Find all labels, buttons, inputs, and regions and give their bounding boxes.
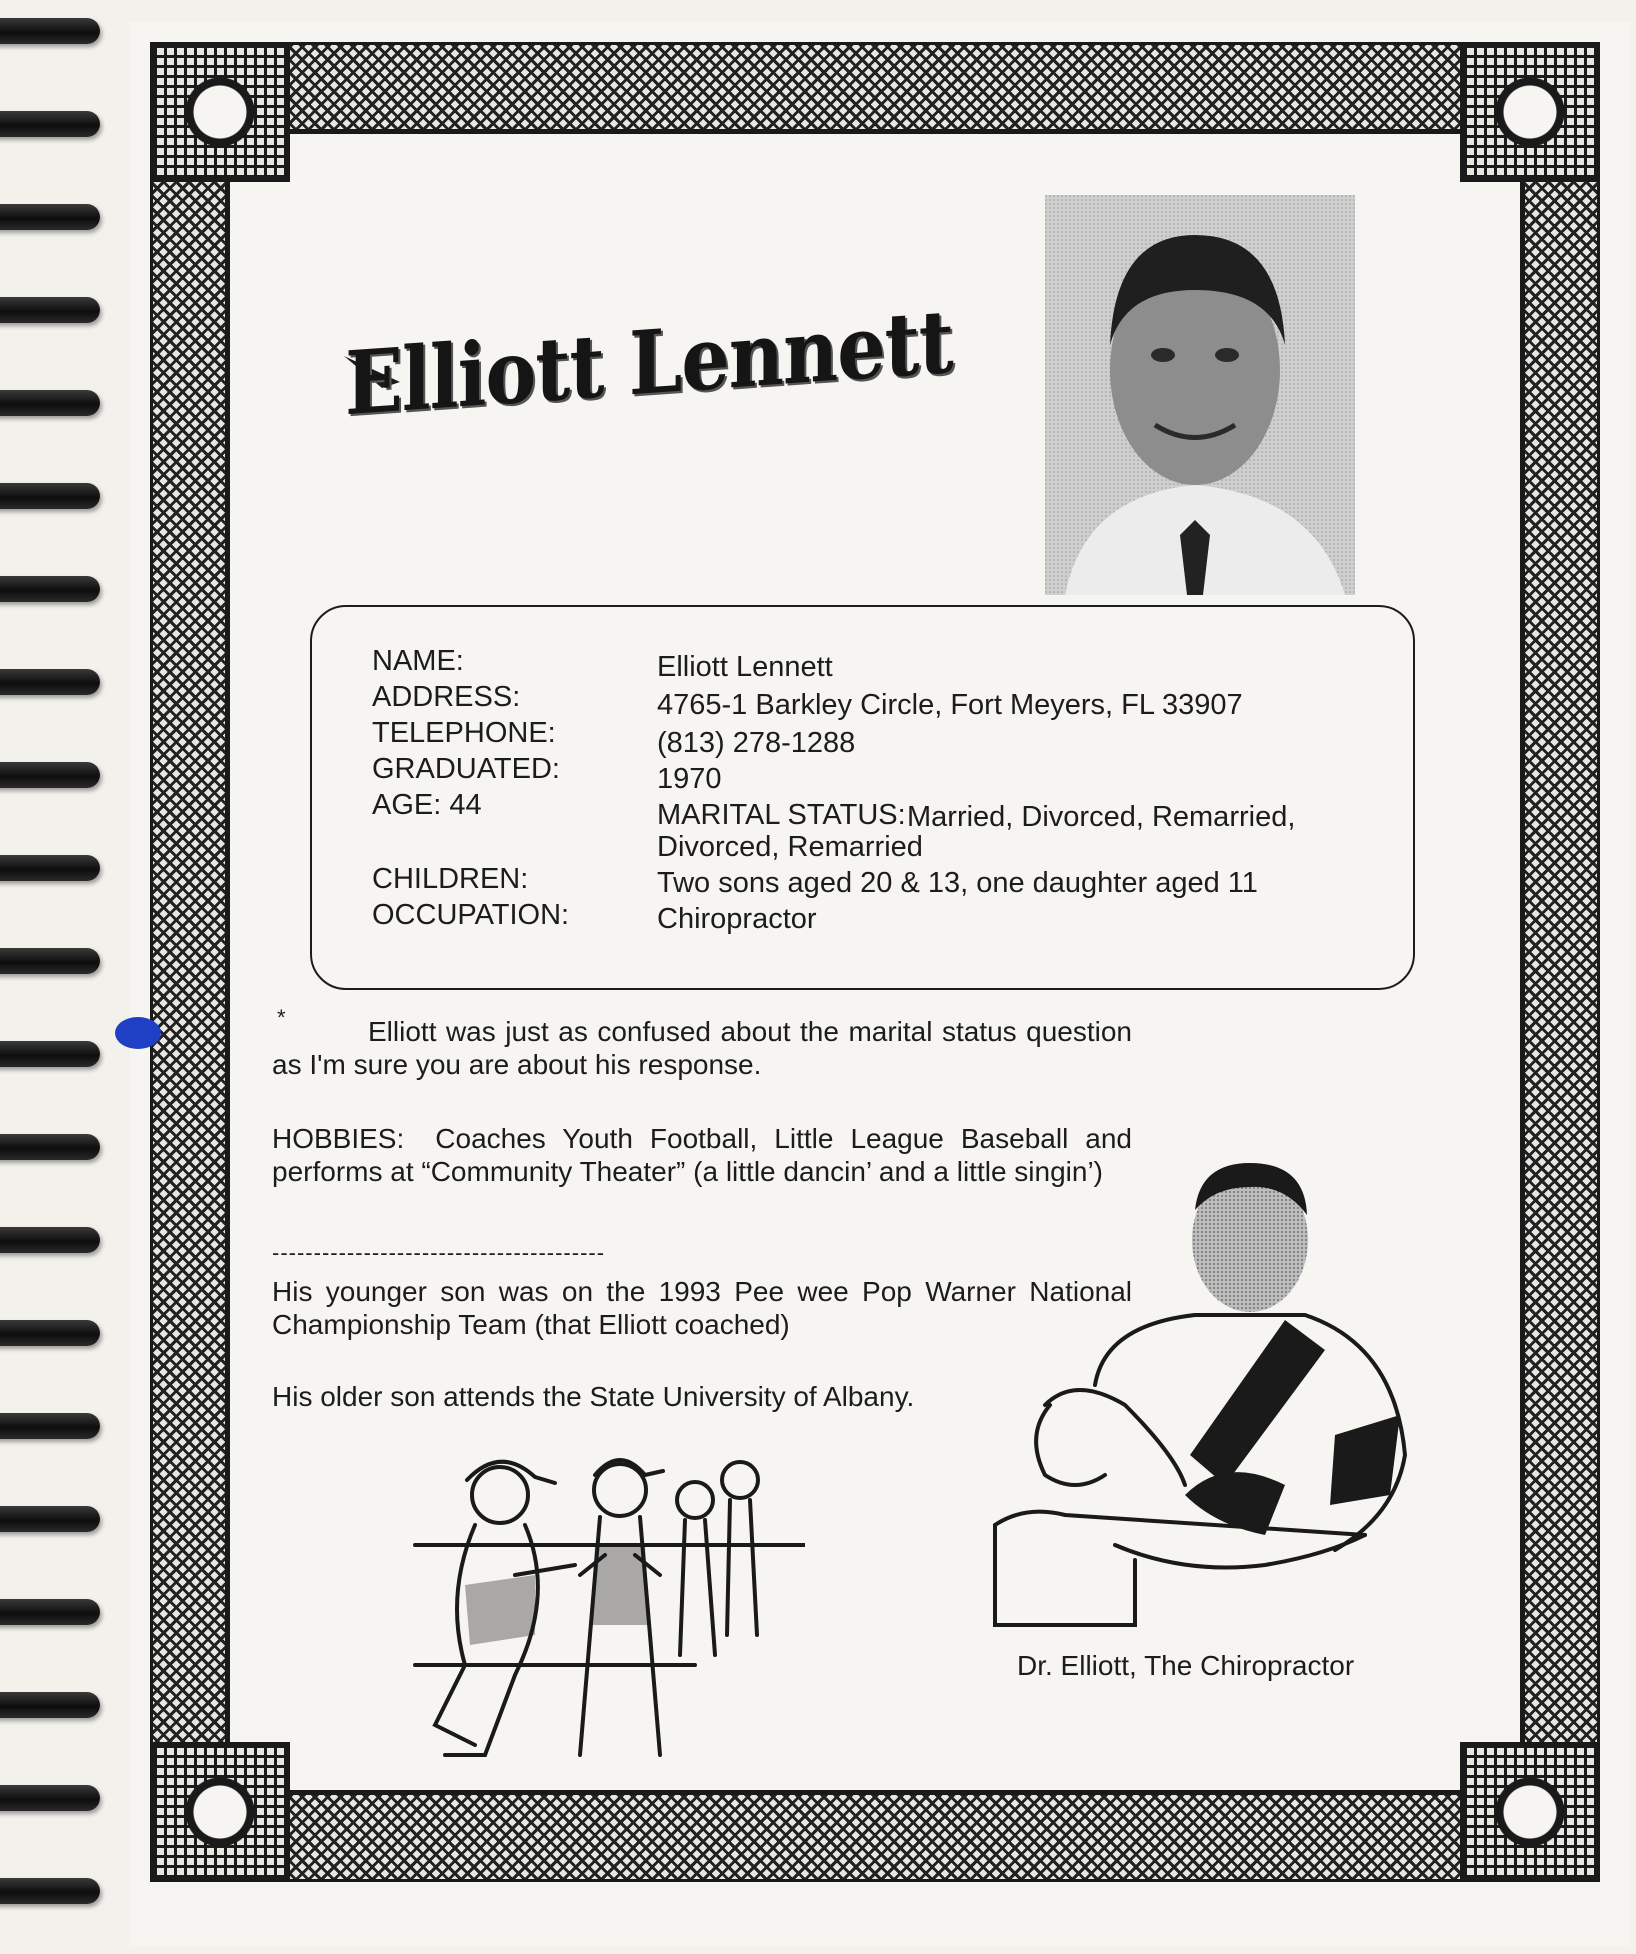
name-value: Elliott Lennett: [657, 651, 833, 683]
binding-coil: [0, 1506, 100, 1532]
info-box: [310, 605, 1415, 990]
chiropractor-clipart: [985, 1155, 1415, 1630]
binding-coil: [0, 1599, 100, 1625]
binding-coil: [0, 669, 100, 695]
corner-ornament-top-left: [150, 42, 290, 182]
chiropractor-caption: Dr. Elliott, The Chiropractor: [1017, 1650, 1355, 1681]
marital-status-value-line2: Divorced, Remarried: [657, 831, 923, 863]
binding-coil: [0, 1320, 100, 1346]
binding-coil: [0, 576, 100, 602]
asterisk-mark: *: [277, 1005, 286, 1030]
spiral-binding: [0, 0, 130, 1954]
border-right: [1522, 42, 1600, 1882]
binding-coil: [0, 18, 100, 44]
page-title: Elliott Lennett: [345, 290, 953, 435]
marital-status-label: MARITAL STATUS:: [657, 799, 906, 831]
occupation-value: Chiropractor: [657, 903, 817, 935]
baseball-coach-clipart: [405, 1425, 805, 1770]
binding-coil: [0, 762, 100, 788]
portrait-photo: [1045, 195, 1355, 595]
younger-son-paragraph: His younger son was on the 1993 Pee wee Pop Warner National Championship Team (that Elliott coached): [272, 1276, 1132, 1340]
binding-coil: [0, 297, 100, 323]
border-left: [150, 42, 228, 1882]
binding-coil: [0, 1878, 100, 1904]
border-bottom: [150, 1792, 1600, 1882]
children-label: CHILDREN:: [372, 863, 529, 895]
marital-note: Elliott was just as confused about the marital status question as I'm sure you are about his response.: [272, 1016, 1132, 1080]
telephone-value: (813) 278-1288: [657, 727, 856, 759]
graduated-label: GRADUATED:: [372, 753, 560, 785]
binding-coil: [0, 948, 100, 974]
binding-coil: [0, 111, 100, 137]
border-top: [150, 42, 1600, 132]
corner-ornament-top-right: [1460, 42, 1600, 182]
binding-coil: [0, 855, 100, 881]
hobbies-text: Coaches Youth Football, Little League Baseball and performs at “Community Theater” (a little dancin’ and a little singin’): [272, 1123, 1133, 1187]
dashed-divider: ----------------------------------------: [272, 1240, 606, 1265]
marital-status-value-line1: Married, Divorced, Remarried,: [907, 801, 1296, 833]
older-son-paragraph: His older son attends the State University of Albany.: [272, 1381, 915, 1412]
address-value: 4765-1 Barkley Circle, Fort Meyers, FL 33907: [657, 689, 1243, 721]
binding-coil: [0, 1692, 100, 1718]
blue-ink-mark: [115, 1017, 161, 1049]
binding-coil: [0, 1227, 100, 1253]
graduated-value: 1970: [657, 763, 722, 795]
binding-coil: [0, 1134, 100, 1160]
binding-coil: [0, 1785, 100, 1811]
corner-ornament-bottom-left: [150, 1742, 290, 1882]
hobbies-label: HOBBIES:: [272, 1123, 405, 1154]
address-label: ADDRESS:: [372, 681, 521, 713]
binding-coil: [0, 1041, 100, 1067]
corner-ornament-bottom-right: [1460, 1742, 1600, 1882]
occupation-label: OCCUPATION:: [372, 899, 570, 931]
age-label: AGE: 44: [372, 789, 482, 821]
binding-coil: [0, 1413, 100, 1439]
binding-coil: [0, 390, 100, 416]
binding-coil: [0, 204, 100, 230]
telephone-label: TELEPHONE:: [372, 717, 556, 749]
name-label: NAME:: [372, 645, 464, 677]
children-value: Two sons aged 20 & 13, one daughter aged 11: [657, 867, 1258, 899]
binding-coil: [0, 483, 100, 509]
